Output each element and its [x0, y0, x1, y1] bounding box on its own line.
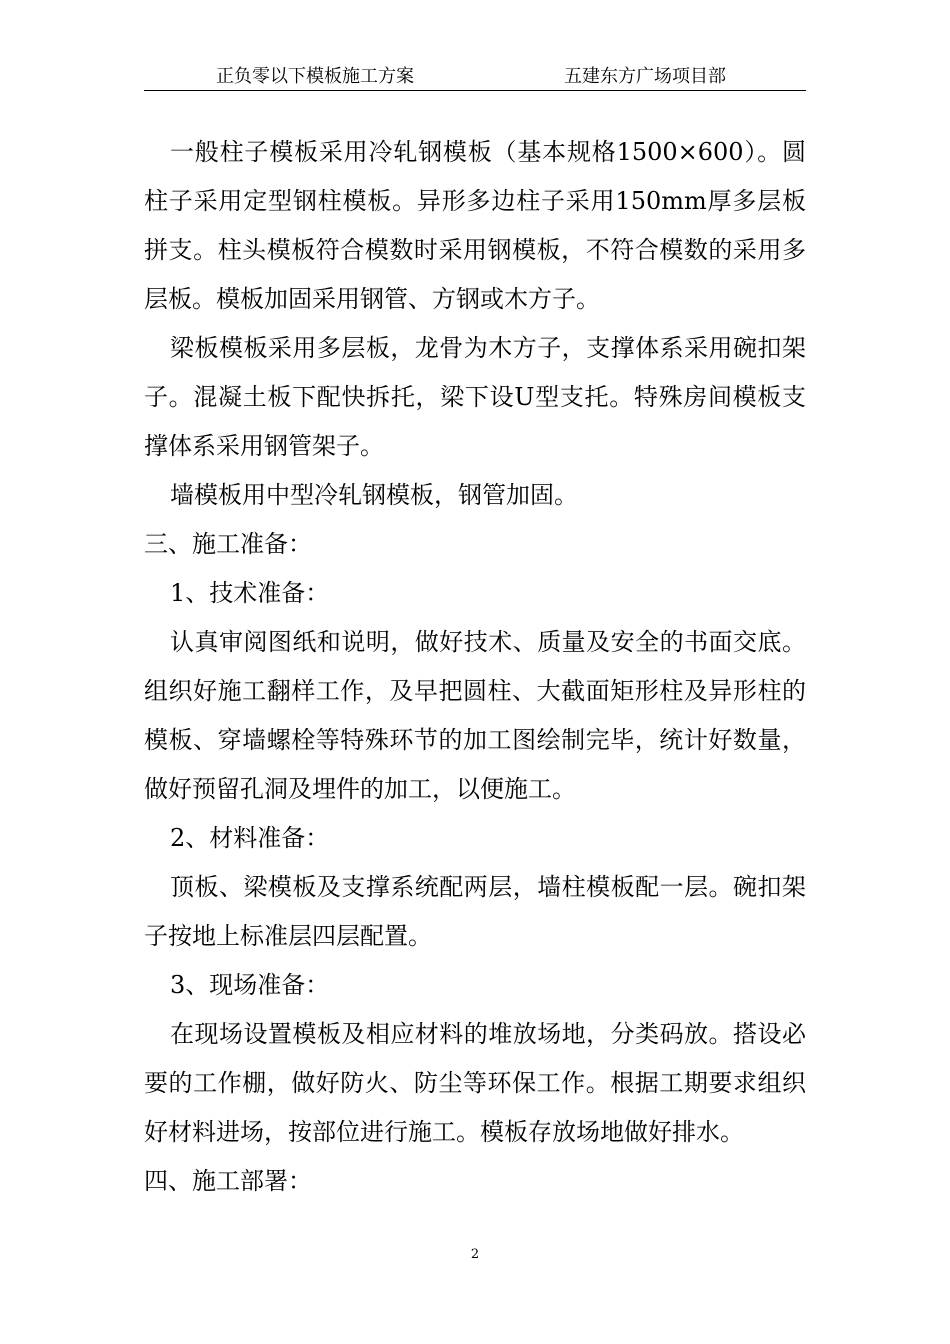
paragraph-technical-preparation: 认真审阅图纸和说明，做好技术、质量及安全的书面交底。组织好施工翻样工作，及早把圆柱、大截面矩形柱及异形柱的模板、穿墙螺栓等特殊环节的加工图绘制完毕，统计好数量，做好预留孔洞及埋件的加工，以便施工。: [144, 628, 806, 803]
subheading-material-preparation: 2、材料准备：: [170, 824, 330, 852]
page-number: 2: [470, 1247, 480, 1262]
paragraph-material-preparation: 顶板、梁模板及支撑系统配两层，墙柱模板配一层。碗扣架子按地上标准层四层配置。: [144, 873, 806, 950]
section-heading-construction-preparation: 三、施工准备：: [144, 530, 312, 558]
paragraph-beam-slab-formwork: 梁板模板采用多层板，龙骨为木方子，支撑体系采用碗扣架子。混凝土板下配快拆托，梁下设U型支托。特殊房间模板支撑体系采用钢管架子。: [144, 334, 806, 460]
subheading-site-preparation: 3、现场准备：: [170, 971, 330, 999]
paragraph-wall-formwork: 墙模板用中型冷轧钢模板，钢管加固。: [170, 481, 578, 509]
page-header: [144, 64, 806, 91]
paragraph-column-formwork: 一般柱子模板采用冷轧钢模板（基本规格1500×600）。圆柱子采用定型钢柱模板。异形多边柱子采用150mm厚多层板拼支。柱头模板符合模数时采用钢模板，不符合模数的采用多层板。模板加固采用钢管、方钢或木方子。: [144, 138, 806, 313]
header-document-title: 正负零以下模板施工方案: [216, 66, 414, 87]
paragraph-site-preparation: 在现场设置模板及相应材料的堆放场地，分类码放。搭设必要的工作棚，做好防火、防尘等环保工作。根据工期要求组织好材料进场，按部位进行施工。模板存放场地做好排水。: [144, 1020, 806, 1146]
document-body: [144, 128, 806, 1206]
section-heading-construction-deployment: 四、施工部署：: [144, 1167, 312, 1195]
subheading-technical-preparation: 1、技术准备：: [170, 579, 330, 607]
header-project-department: 五建东方广场项目部: [564, 66, 726, 87]
